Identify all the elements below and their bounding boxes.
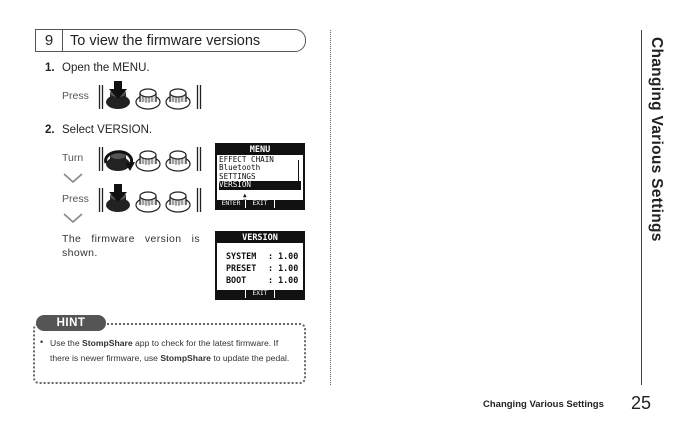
menu-lcd-item-selected: VERSION — [219, 181, 301, 189]
section-number: 9 — [36, 30, 63, 51]
footer-section-name: Changing Various Settings — [483, 399, 604, 410]
stompshare-app-name: StompShare — [82, 338, 133, 348]
knob-2-icon — [136, 89, 160, 109]
step-1-number: 1. — [45, 62, 55, 74]
menu-lcd-enter: ENTER — [217, 200, 246, 208]
menu-lcd-item: EFFECT CHAIN — [219, 155, 274, 164]
menu-lcd-screen — [215, 143, 305, 210]
column-divider — [330, 30, 331, 385]
step-2-turn-label: Turn — [62, 152, 84, 164]
version-lcd-screen — [215, 231, 305, 300]
pedal-controls-press-2 — [98, 184, 202, 215]
step-2-number: 2. — [45, 124, 55, 136]
version-row-preset: PRESET : 1.00 — [226, 263, 299, 273]
pedal-controls-turn — [98, 143, 202, 174]
menu-lcd-header: MENU — [217, 145, 303, 155]
chevron-down-icon — [63, 213, 83, 223]
version-lcd-blank — [275, 290, 303, 298]
step-1-action-label: Press — [62, 90, 89, 102]
version-row-system: SYSTEM : 1.00 — [226, 251, 299, 261]
chapter-side-line — [641, 30, 642, 385]
stompshare-app-name: StompShare — [160, 352, 211, 363]
step-1-title: Open the MENU. — [62, 62, 150, 74]
pedal-controls-press — [98, 81, 202, 112]
menu-lcd-item: Bluetooth — [219, 163, 261, 173]
hint-bullet: • — [40, 337, 44, 347]
step-2 — [45, 124, 152, 136]
hint-badge: HINT — [36, 315, 106, 331]
section-header — [35, 29, 306, 52]
menu-lcd-blank — [275, 200, 303, 208]
hint-text: Use the StompShare app to check for the latest firmware. If there is newer firmware, use StompShare to update the pedal. — [50, 338, 290, 363]
version-lcd-header: VERSION — [217, 233, 303, 243]
firmware-shown-text: The firmware version is shown. — [62, 233, 200, 259]
menu-lcd-scrollbar — [298, 160, 301, 186]
page-number: 25 — [631, 393, 652, 413]
knob-2-icon — [136, 151, 160, 171]
step-2-press-label: Press — [62, 193, 89, 205]
step-1 — [45, 62, 150, 74]
step-2-title: Select VERSION. — [62, 124, 153, 136]
knob-3-icon — [166, 89, 190, 109]
version-lcd-footer — [217, 290, 303, 298]
menu-lcd-exit: EXIT — [246, 200, 275, 208]
knob-3-icon — [166, 192, 190, 212]
chapter-side-title: Changing Various Settings — [648, 37, 665, 242]
version-row-boot: BOOT : 1.00 — [226, 275, 299, 285]
menu-lcd-item: SETTINGS — [219, 171, 256, 181]
menu-lcd-scroll-arrows-icon: ▲ — [243, 192, 247, 199]
section-title: To view the firmware versions — [70, 32, 261, 49]
chevron-down-icon — [63, 173, 83, 183]
version-lcd-blank — [217, 290, 246, 298]
menu-lcd-footer — [217, 200, 303, 208]
knob-2-icon — [136, 192, 160, 212]
version-lcd-exit: EXIT — [246, 290, 275, 298]
knob-3-icon — [166, 151, 190, 171]
